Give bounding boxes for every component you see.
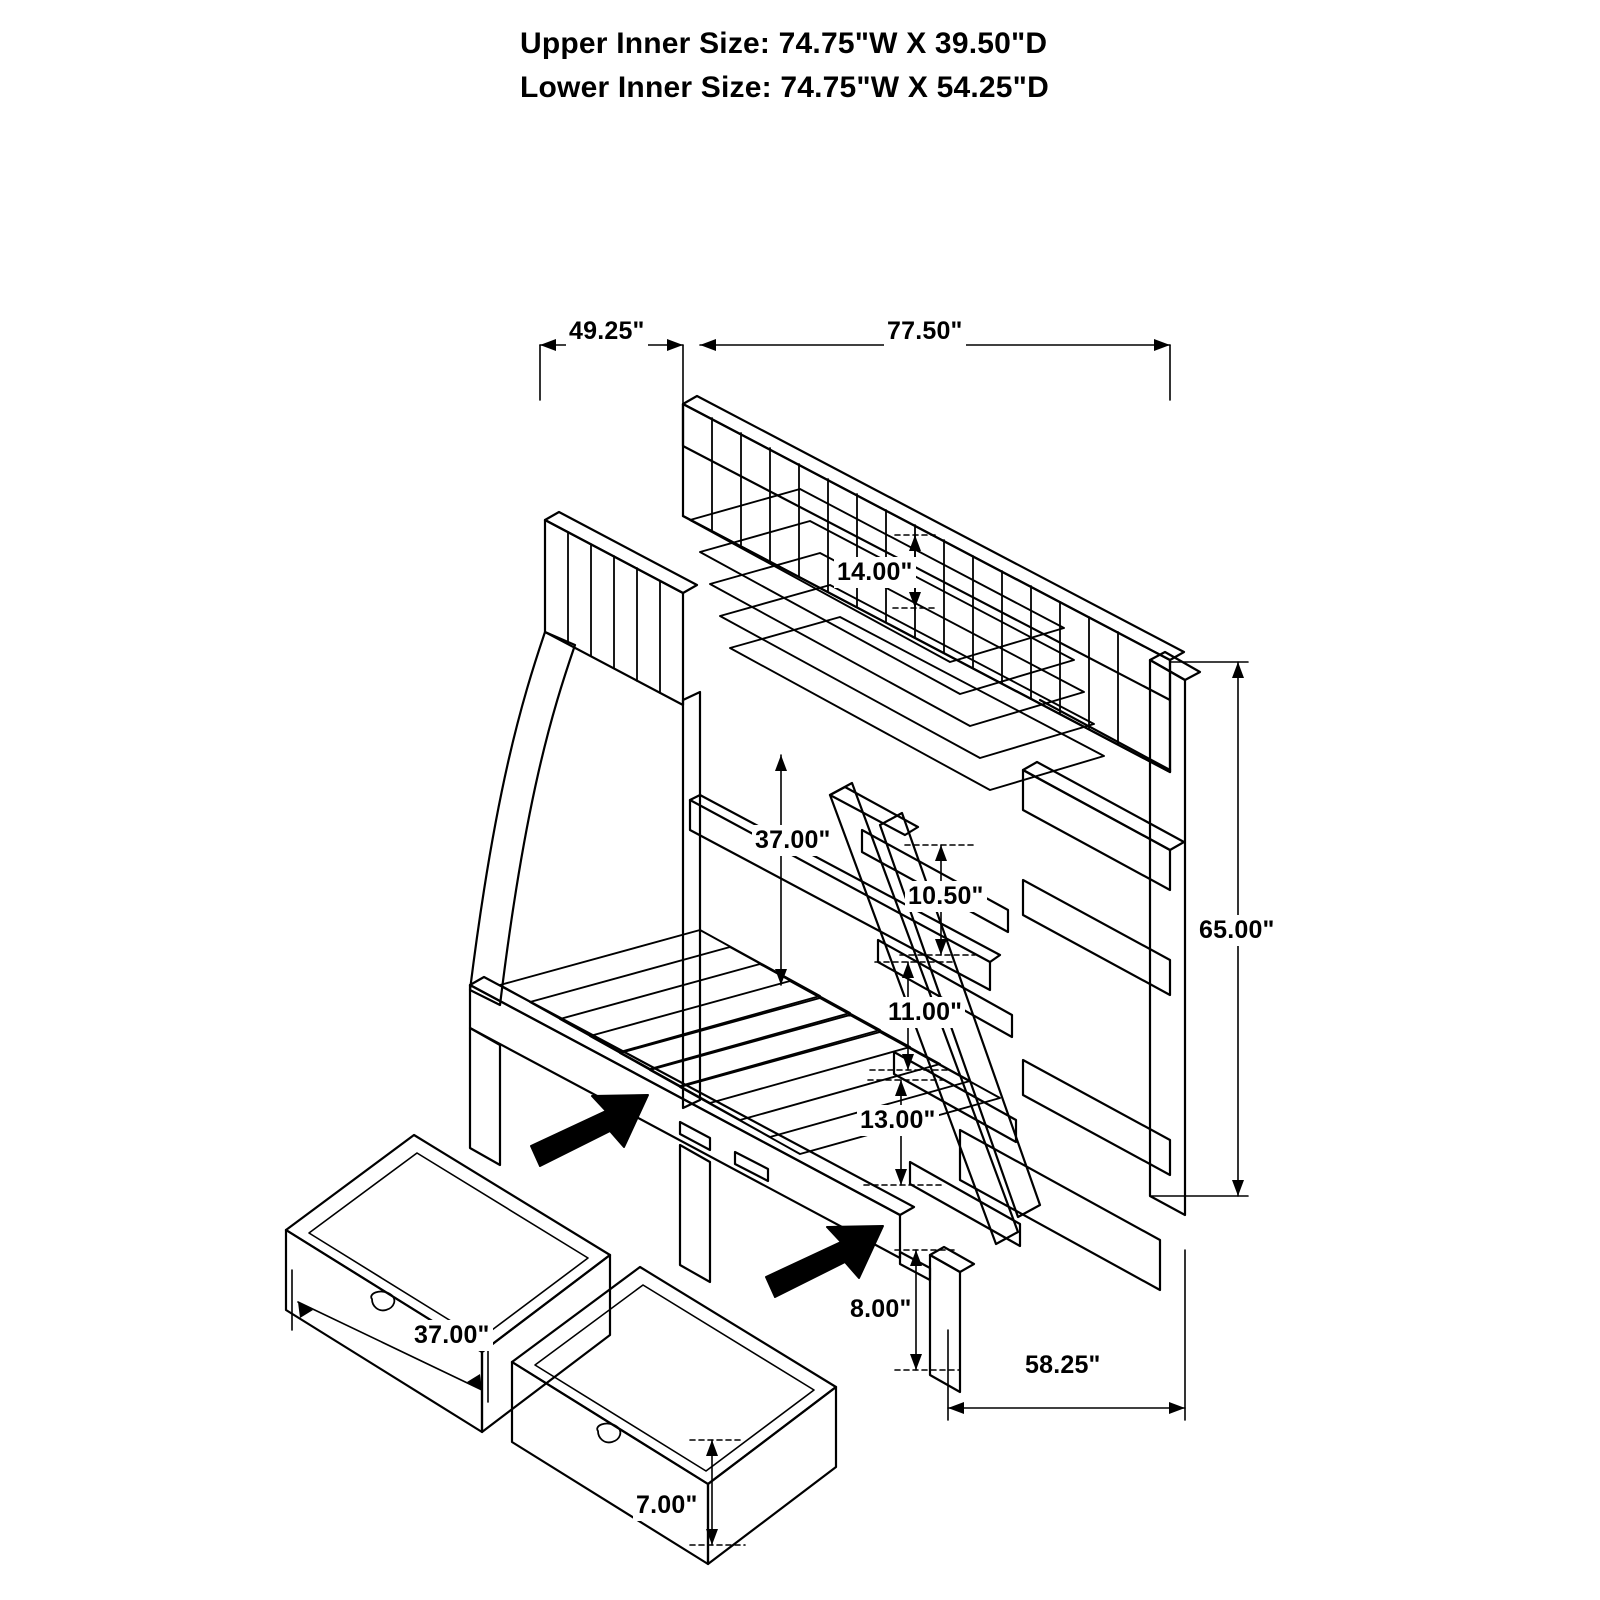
dim-label-floor-clearance: 8.00" [847, 1294, 915, 1325]
dim-label-upper-rail-height: 14.00" [834, 557, 916, 588]
dim-label-upper-bunk-clearance: 37.00" [752, 825, 834, 856]
storage-drawer-upper [286, 1135, 610, 1432]
dim-label-top-width-left: 49.25" [566, 316, 648, 347]
upper-inner-size-text: Upper Inner Size: 74.75"W X 39.50"D [520, 27, 1048, 60]
dim-label-overall-height: 65.00" [1196, 915, 1278, 946]
dim-label-top-width-right: 77.50" [884, 316, 966, 347]
upper-slats [690, 489, 1104, 790]
dim-label-bottom-depth: 58.25" [1022, 1350, 1104, 1381]
bunk-bed-frame [470, 396, 1200, 1392]
dim-label-drawer-height: 7.00" [633, 1490, 701, 1521]
dim-label-ladder-step-mid: 11.00" [885, 997, 965, 1028]
dim-label-ladder-step-lower: 13.00" [857, 1105, 939, 1136]
drawer-insert-arrow-upper [531, 1095, 648, 1166]
dim-label-ladder-step-upper: 10.50" [905, 881, 987, 912]
drawer-insert-arrow-lower [766, 1226, 883, 1297]
dim-label-drawer-length: 37.00" [411, 1320, 493, 1351]
lower-inner-size-text: Lower Inner Size: 74.75"W X 54.25"D [520, 70, 1049, 104]
